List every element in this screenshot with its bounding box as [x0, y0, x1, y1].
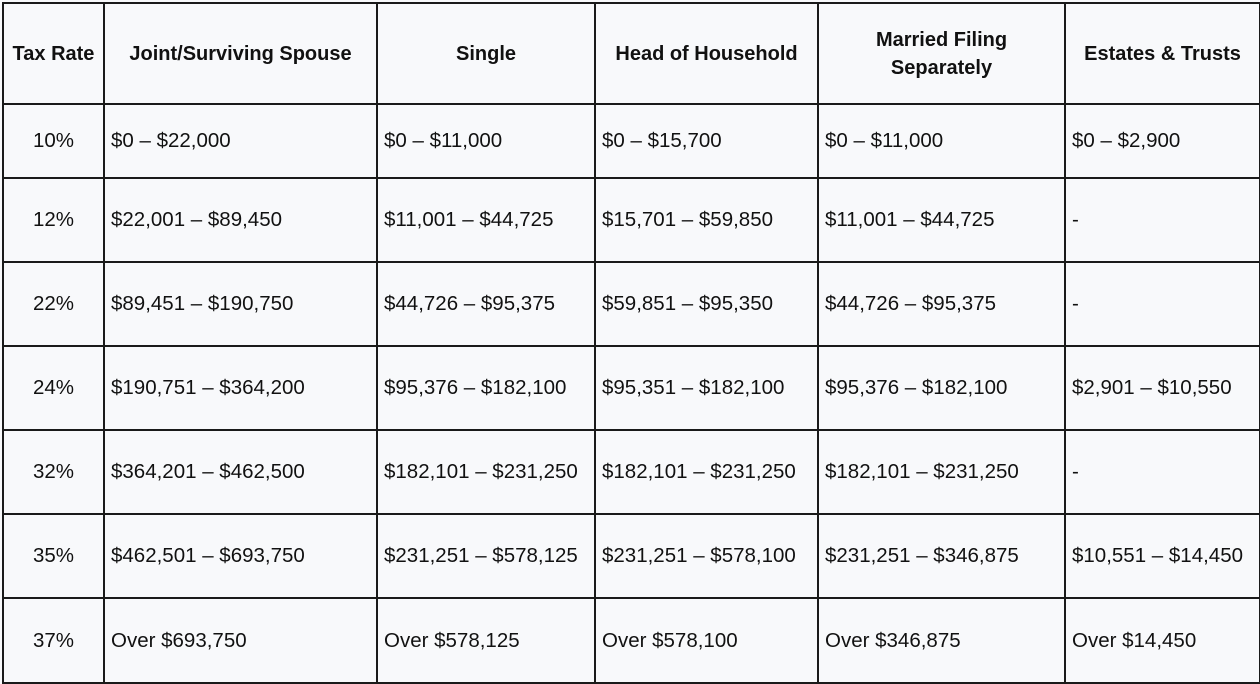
single-bracket-cell: Over $578,125: [377, 598, 595, 683]
table-row: [3, 430, 1260, 514]
column-header-tax-rate: Tax Rate: [3, 3, 104, 104]
single-bracket-cell: $44,726 – $95,375: [377, 262, 595, 346]
married-separately-bracket-cell: $182,101 – $231,250: [818, 430, 1065, 514]
joint-bracket-cell: $89,451 – $190,750: [104, 262, 377, 346]
tax-brackets-table: [2, 2, 1260, 684]
table-row: [3, 178, 1260, 262]
head-of-household-bracket-cell: $59,851 – $95,350: [595, 262, 818, 346]
tax-rate-cell: 10%: [3, 104, 104, 178]
head-of-household-bracket-cell: $182,101 – $231,250: [595, 430, 818, 514]
column-header-estates-trusts: Estates & Trusts: [1065, 3, 1260, 104]
estates-trusts-bracket-cell: Over $14,450: [1065, 598, 1260, 683]
column-header-single: Single: [377, 3, 595, 104]
joint-bracket-cell: $190,751 – $364,200: [104, 346, 377, 430]
estates-trusts-bracket-cell: $0 – $2,900: [1065, 104, 1260, 178]
table-row: [3, 346, 1260, 430]
single-bracket-cell: $95,376 – $182,100: [377, 346, 595, 430]
head-of-household-bracket-cell: $0 – $15,700: [595, 104, 818, 178]
married-separately-bracket-cell: Over $346,875: [818, 598, 1065, 683]
single-bracket-cell: $0 – $11,000: [377, 104, 595, 178]
single-bracket-cell: $11,001 – $44,725: [377, 178, 595, 262]
table-body: [3, 104, 1260, 683]
head-of-household-bracket-cell: Over $578,100: [595, 598, 818, 683]
tax-rate-cell: 32%: [3, 430, 104, 514]
tax-rate-cell: 37%: [3, 598, 104, 683]
estates-trusts-bracket-cell: -: [1065, 430, 1260, 514]
married-separately-bracket-cell: $11,001 – $44,725: [818, 178, 1065, 262]
head-of-household-bracket-cell: $231,251 – $578,100: [595, 514, 818, 598]
joint-bracket-cell: $0 – $22,000: [104, 104, 377, 178]
table-header: [3, 3, 1260, 104]
head-of-household-bracket-cell: $15,701 – $59,850: [595, 178, 818, 262]
estates-trusts-bracket-cell: $2,901 – $10,550: [1065, 346, 1260, 430]
married-separately-bracket-cell: $0 – $11,000: [818, 104, 1065, 178]
estates-trusts-bracket-cell: -: [1065, 262, 1260, 346]
married-separately-bracket-cell: $44,726 – $95,375: [818, 262, 1065, 346]
table-row: [3, 104, 1260, 178]
table-row: [3, 262, 1260, 346]
header-row: [3, 3, 1260, 104]
joint-bracket-cell: $22,001 – $89,450: [104, 178, 377, 262]
table-row: [3, 598, 1260, 683]
single-bracket-cell: $231,251 – $578,125: [377, 514, 595, 598]
joint-bracket-cell: Over $693,750: [104, 598, 377, 683]
tax-rate-cell: 24%: [3, 346, 104, 430]
tax-rate-cell: 22%: [3, 262, 104, 346]
single-bracket-cell: $182,101 – $231,250: [377, 430, 595, 514]
tax-rate-cell: 12%: [3, 178, 104, 262]
tax-rate-cell: 35%: [3, 514, 104, 598]
married-separately-bracket-cell: $231,251 – $346,875: [818, 514, 1065, 598]
estates-trusts-bracket-cell: $10,551 – $14,450: [1065, 514, 1260, 598]
column-header-married-filing-separately: Married Filing Separately: [818, 3, 1065, 104]
joint-bracket-cell: $364,201 – $462,500: [104, 430, 377, 514]
head-of-household-bracket-cell: $95,351 – $182,100: [595, 346, 818, 430]
joint-bracket-cell: $462,501 – $693,750: [104, 514, 377, 598]
column-header-joint-surviving-spouse: Joint/Surviving Spouse: [104, 3, 377, 104]
married-separately-bracket-cell: $95,376 – $182,100: [818, 346, 1065, 430]
table-row: [3, 514, 1260, 598]
column-header-head-of-household: Head of Household: [595, 3, 818, 104]
estates-trusts-bracket-cell: -: [1065, 178, 1260, 262]
